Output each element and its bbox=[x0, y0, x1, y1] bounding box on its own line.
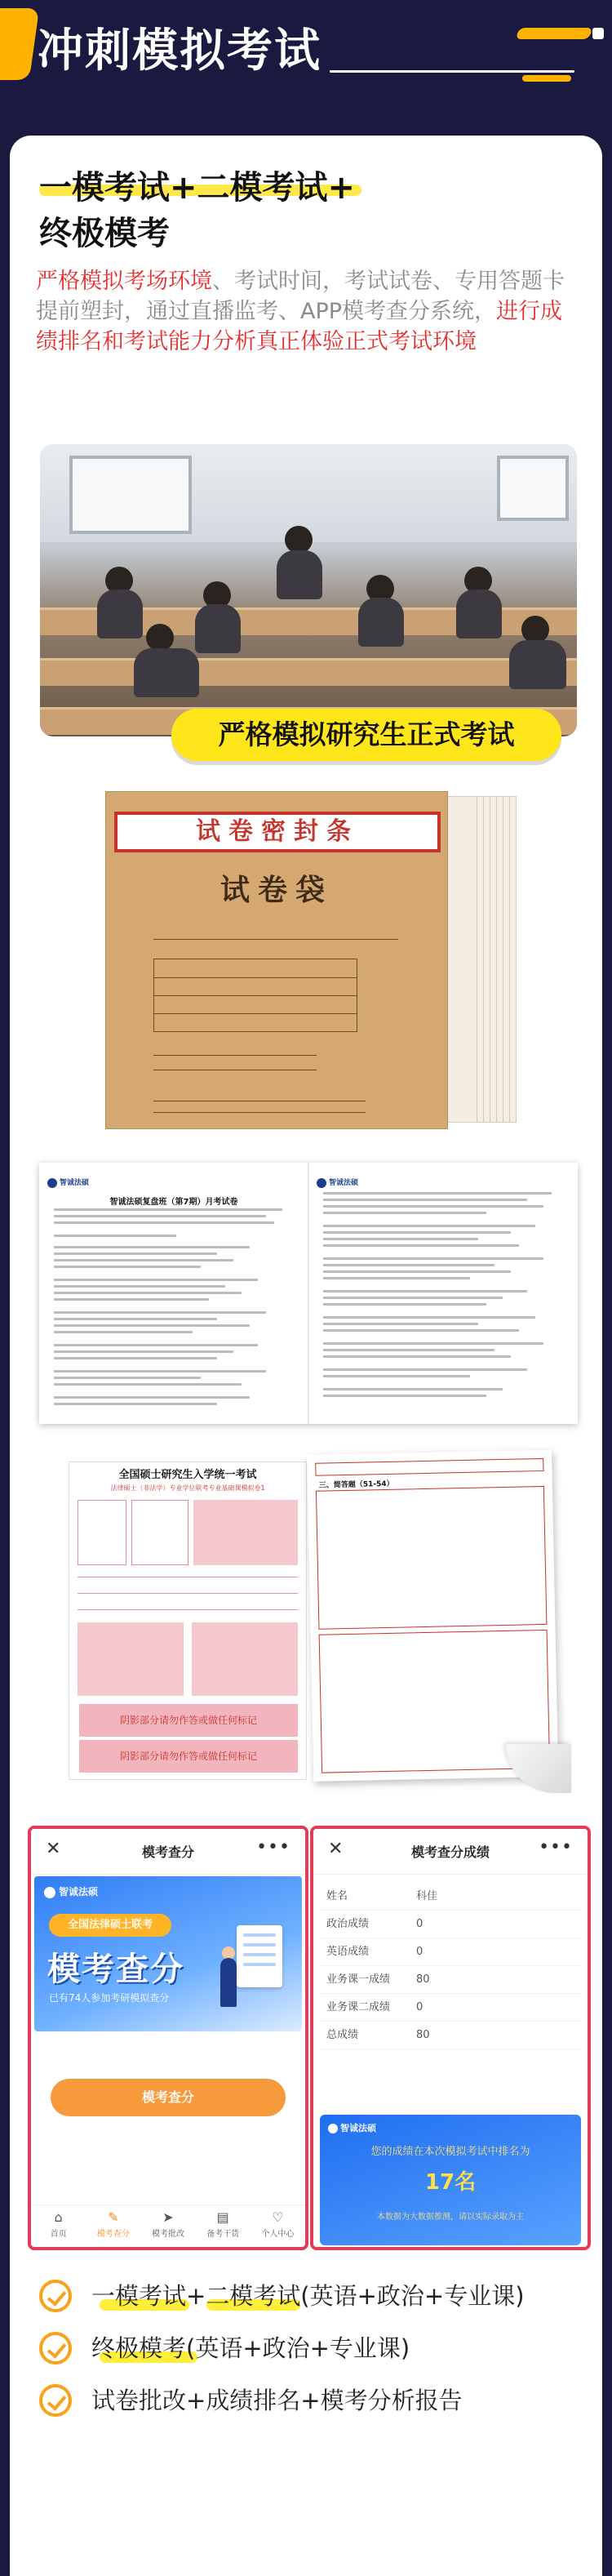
brand-name: 智诚法硕 bbox=[340, 2123, 376, 2133]
answer-sheet-subtitle: 法律硕士（非法学）专业学位联考专业基础课模拟卷1 bbox=[110, 1484, 265, 1492]
candidate-number-grid bbox=[193, 1500, 298, 1565]
booklet-text-line bbox=[323, 1238, 478, 1240]
tab-label: 首页 bbox=[50, 2230, 67, 2239]
photo-person bbox=[97, 589, 143, 638]
heart-icon: ♡ bbox=[272, 2209, 284, 2225]
photo-person bbox=[146, 624, 174, 652]
score-row bbox=[320, 1966, 581, 1994]
booklet-text-line bbox=[54, 1318, 217, 1320]
header-accent-tab bbox=[0, 8, 39, 80]
feature-text: 一模考试+二模考试(英语+政治+专业课) bbox=[91, 2282, 525, 2310]
study-illustration bbox=[220, 1925, 286, 2015]
envelope-form-row bbox=[154, 977, 357, 978]
booklet-text-line bbox=[323, 1368, 527, 1371]
bubble-grid bbox=[78, 1622, 184, 1696]
booklet-text-line bbox=[54, 1221, 274, 1224]
booklet-text-line bbox=[323, 1231, 511, 1234]
ranking-card bbox=[320, 2115, 581, 2245]
document-icon bbox=[237, 1925, 282, 1987]
photo-person bbox=[509, 640, 566, 689]
answer-score-header bbox=[315, 1458, 543, 1476]
envelope-form-line bbox=[153, 939, 398, 940]
header-accent-bar bbox=[515, 28, 592, 39]
score-row bbox=[320, 2022, 581, 2049]
score-label: 姓名 bbox=[326, 1890, 348, 1902]
book-icon: ▤ bbox=[216, 2209, 229, 2225]
booklet-text-line bbox=[323, 1205, 543, 1208]
tab-label: 模考查分 bbox=[96, 2230, 130, 2239]
brand-name: 智诚法硕 bbox=[59, 1886, 99, 1898]
participant-count-text: 已有74人参加考研模拟查分 bbox=[49, 1992, 170, 2004]
answer-writing-area bbox=[316, 1486, 547, 1630]
booklet-text-line bbox=[323, 1192, 552, 1195]
brand-logo bbox=[44, 1884, 98, 1898]
booklet-left-page bbox=[47, 1172, 300, 1417]
score-value: 80 bbox=[416, 2029, 430, 2041]
score-value: 80 bbox=[416, 1973, 430, 1986]
envelope-form-box bbox=[153, 959, 357, 1032]
score-label: 业务课二成绩 bbox=[326, 2001, 391, 2013]
booklet-text-line bbox=[54, 1285, 225, 1288]
booklet-text-line bbox=[323, 1225, 535, 1227]
booklet-text-line bbox=[323, 1277, 470, 1279]
phone-score-result bbox=[310, 1826, 591, 2250]
score-value: 0 bbox=[416, 1946, 424, 1958]
booklet-logo bbox=[47, 1177, 89, 1188]
booklet-text-line bbox=[323, 1349, 494, 1351]
score-row bbox=[320, 1938, 581, 1966]
score-value: 0 bbox=[416, 2001, 424, 2013]
phone-title: 模考查分 bbox=[141, 1844, 194, 1860]
booklet-text-line bbox=[323, 1316, 535, 1319]
booklet-text-line bbox=[323, 1323, 478, 1325]
booklet-text-line bbox=[54, 1350, 233, 1353]
photo-caption-badge: 严格模拟研究生正式考试 bbox=[171, 709, 561, 761]
photo-person bbox=[277, 550, 322, 599]
booklet-text-line bbox=[54, 1344, 258, 1346]
photo-person bbox=[456, 589, 502, 638]
booklet-right-page bbox=[317, 1172, 570, 1417]
booklet-text-line bbox=[54, 1292, 242, 1294]
booklet-text-line bbox=[54, 1324, 250, 1327]
booklet-text-line bbox=[323, 1199, 527, 1201]
phone-score-lookup bbox=[28, 1826, 308, 2250]
header-accent-square bbox=[592, 28, 604, 39]
tab-home[interactable] bbox=[31, 2205, 86, 2247]
booklet-text-line bbox=[54, 1377, 201, 1379]
more-icon[interactable]: ••• bbox=[539, 1837, 573, 1857]
logo-icon bbox=[317, 1178, 326, 1188]
phone-title: 模考查分成绩 bbox=[410, 1844, 490, 1860]
answer-sheet-front bbox=[69, 1462, 307, 1780]
bubble-grid bbox=[192, 1622, 298, 1696]
tab-grading[interactable] bbox=[140, 2205, 195, 2247]
booklet-text-line bbox=[54, 1215, 266, 1217]
booklet-text-line bbox=[54, 1311, 266, 1314]
candidate-info-box bbox=[78, 1500, 126, 1565]
feature-text: 终极模考(英语+政治+专业课) bbox=[91, 2334, 410, 2362]
candidate-info-box bbox=[131, 1500, 188, 1565]
photo-person bbox=[285, 526, 313, 554]
booklet-logo-text: 智诚法硕 bbox=[60, 1179, 90, 1187]
more-icon[interactable]: ••• bbox=[256, 1837, 290, 1857]
exam-envelope bbox=[105, 791, 448, 1129]
logo-icon bbox=[44, 1887, 55, 1898]
score-label: 业务课一成绩 bbox=[326, 1973, 391, 1986]
booklet-text-line bbox=[323, 1212, 486, 1214]
booklet-text-line bbox=[54, 1246, 250, 1248]
booklet-text-line bbox=[323, 1297, 503, 1299]
envelope-form-line bbox=[153, 1112, 366, 1113]
photo-desk-row bbox=[40, 658, 577, 686]
score-row bbox=[320, 1911, 581, 1938]
booklet-text-line bbox=[54, 1208, 282, 1211]
booklet-text-line bbox=[54, 1396, 250, 1399]
page-curl bbox=[506, 1744, 571, 1793]
tab-score-lookup[interactable] bbox=[86, 2205, 140, 2247]
score-value: 科佳 bbox=[416, 1890, 438, 1902]
intro-description bbox=[36, 266, 574, 357]
envelope-seal-strip bbox=[114, 812, 441, 852]
tab-label: 备考干货 bbox=[206, 2230, 240, 2239]
content-card bbox=[10, 136, 602, 2576]
ranking-value: 17名 bbox=[424, 2170, 477, 2195]
score-lookup-button[interactable]: 模考查分 bbox=[51, 2079, 286, 2116]
photo-projector-screen bbox=[69, 456, 192, 534]
close-icon[interactable]: ✕ bbox=[328, 1839, 344, 1859]
booklet-text-line bbox=[323, 1303, 486, 1306]
bottom-tab-bar bbox=[31, 2205, 305, 2247]
booklet-text-line bbox=[54, 1259, 233, 1261]
check-circle-icon bbox=[39, 2384, 72, 2417]
answer-sheet-title: 全国硕士研究生入学统一考试 bbox=[118, 1469, 257, 1481]
tab-label: 个人中心 bbox=[261, 2230, 295, 2239]
score-table bbox=[320, 1883, 581, 2049]
score-label: 英语成绩 bbox=[326, 1946, 370, 1958]
score-row bbox=[320, 1994, 581, 2022]
envelope-form-row bbox=[154, 995, 357, 996]
booklet-text-line bbox=[323, 1264, 494, 1266]
home-icon: ⌂ bbox=[54, 2209, 63, 2225]
booklet-text-line bbox=[323, 1270, 511, 1273]
booklet-logo bbox=[317, 1177, 358, 1188]
booklet-text-line bbox=[54, 1252, 217, 1255]
score-row bbox=[320, 1883, 581, 1911]
booklet-text-line bbox=[323, 1388, 503, 1390]
ranking-disclaimer: 本数据为大数据推测，请以实际录取为主 bbox=[377, 2213, 524, 2222]
logo-icon bbox=[47, 1178, 57, 1188]
exam-envelope-stack bbox=[105, 791, 520, 1134]
logo-icon bbox=[328, 2124, 338, 2133]
booklet-fold bbox=[308, 1163, 309, 1424]
score-label: 政治成绩 bbox=[326, 1918, 370, 1930]
envelope-form-line bbox=[153, 1055, 317, 1056]
page-title: 冲刺模拟考试 bbox=[38, 24, 322, 78]
booklet-text-line bbox=[323, 1290, 527, 1292]
envelope-form-row bbox=[154, 1013, 357, 1014]
booklet-text-line bbox=[54, 1403, 217, 1405]
score-label: 总成绩 bbox=[326, 2029, 359, 2041]
desc-red-text: 进行成绩排名和考试能力分析真正体验正式考试环境 bbox=[36, 299, 563, 354]
intro-headline bbox=[39, 165, 355, 256]
booklet-logo-text: 智诚法硕 bbox=[329, 1179, 359, 1187]
page-header bbox=[0, 0, 612, 114]
photo-person bbox=[195, 604, 241, 653]
booklet-text-line bbox=[54, 1331, 193, 1333]
booklet-text-line bbox=[323, 1375, 470, 1377]
check-circle-icon bbox=[39, 2280, 72, 2312]
photo-tv-screen bbox=[497, 456, 569, 521]
booklet-text-line bbox=[323, 1329, 519, 1332]
booklet-text-line bbox=[54, 1383, 242, 1386]
phone-topbar bbox=[31, 1829, 305, 1875]
booklet-text-line bbox=[54, 1298, 209, 1301]
score-value: 0 bbox=[416, 1918, 424, 1930]
banner-headline: 模考查分 bbox=[47, 1951, 184, 1988]
booklet-text-line bbox=[323, 1395, 486, 1397]
tab-materials[interactable] bbox=[196, 2205, 251, 2247]
tab-profile[interactable] bbox=[251, 2205, 305, 2247]
booklet-text-line bbox=[54, 1235, 176, 1237]
booklet-text-line bbox=[54, 1357, 217, 1359]
close-icon[interactable]: ✕ bbox=[46, 1839, 61, 1859]
booklet-text-line bbox=[323, 1355, 511, 1358]
answer-section-label: 三、简答题（51-54） bbox=[318, 1479, 394, 1490]
person-body bbox=[220, 1958, 237, 2007]
classroom-photo bbox=[40, 444, 577, 736]
booklet-text-line bbox=[54, 1279, 258, 1281]
pencil-icon: ✎ bbox=[108, 2209, 119, 2225]
desc-red-lead: 严格模拟考场环境 bbox=[36, 269, 212, 294]
photo-person bbox=[134, 648, 199, 697]
check-circle-icon bbox=[39, 2332, 72, 2365]
phone-topbar bbox=[313, 1829, 588, 1875]
photo-person bbox=[521, 616, 549, 643]
answer-divider bbox=[78, 1609, 298, 1610]
booklet-text-line bbox=[323, 1244, 519, 1247]
booklet-text-line bbox=[323, 1257, 543, 1260]
desc-gray-text: 、考试时间，考试试卷、专用答题卡提前塑封，通过直播监考、APP模考查分系统， bbox=[36, 269, 565, 324]
booklet-text-line bbox=[54, 1370, 266, 1373]
send-icon: ➤ bbox=[162, 2209, 174, 2225]
envelope-bag-label: 试卷袋 bbox=[220, 873, 333, 907]
shadow-notice: 阴影部分请勿作答或做任何标记 bbox=[79, 1704, 298, 1737]
headline-line-1: 一模考试+二模考试+ bbox=[39, 169, 356, 207]
answer-sheet bbox=[49, 1450, 571, 1793]
ranking-message: 您的成绩在本次模拟考试中排名为 bbox=[370, 2146, 530, 2158]
score-lookup-banner bbox=[34, 1876, 302, 2031]
brand-logo bbox=[328, 2121, 376, 2134]
booklet-text-line bbox=[323, 1342, 543, 1345]
exam-booklet bbox=[39, 1163, 578, 1424]
header-underline-accent bbox=[522, 75, 571, 82]
answer-divider bbox=[78, 1593, 298, 1594]
header-underline bbox=[330, 70, 574, 73]
booklet-text-line bbox=[54, 1266, 201, 1268]
feature-text: 试卷批改+成绩排名+模考分析报告 bbox=[91, 2387, 463, 2414]
headline-line-2: 终极模考 bbox=[39, 215, 170, 252]
photo-person bbox=[358, 598, 404, 647]
envelope-seal-label: 试卷密封条 bbox=[196, 817, 359, 846]
exam-type-pill: 全国法律硕士联考 bbox=[49, 1914, 171, 1937]
shadow-notice: 阴影部分请勿作答或做任何标记 bbox=[79, 1740, 298, 1773]
booklet-left-title: 智诚法硕复盘班（第7期）月考试卷 bbox=[109, 1198, 238, 1207]
tab-label: 模考批改 bbox=[152, 2230, 184, 2239]
answer-sheet-back bbox=[307, 1450, 558, 1782]
